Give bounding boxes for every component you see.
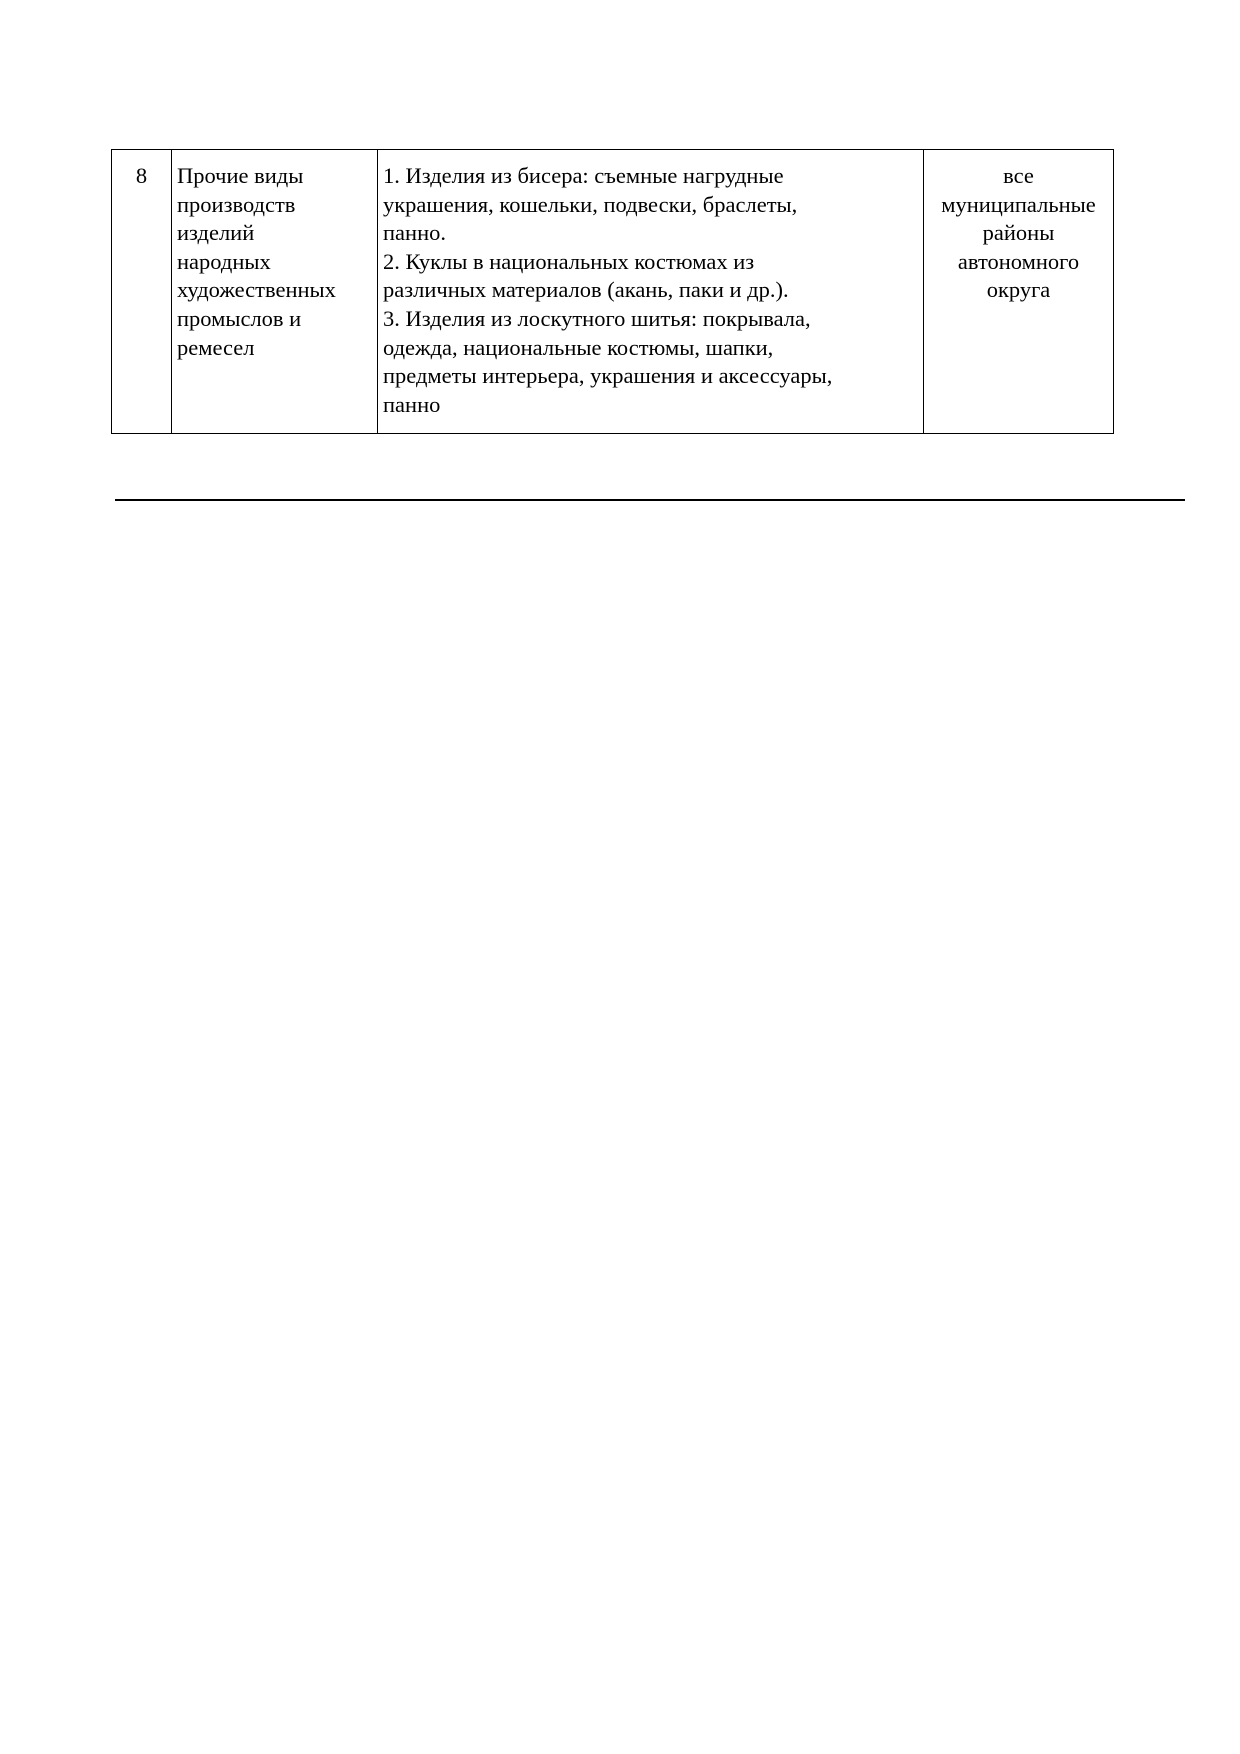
craft-name-line: ремесел <box>177 334 255 360</box>
crafts-table <box>111 149 1114 434</box>
row-number-cell <box>112 150 172 434</box>
products-line: 2. Куклы в национальных костюмах из <box>383 248 755 274</box>
area-cell <box>924 150 1114 434</box>
products-cell <box>378 150 924 434</box>
craft-name-line: народных <box>177 248 271 274</box>
products-line: панно. <box>383 220 446 246</box>
craft-name-cell <box>172 150 378 434</box>
craft-name-line: художественных <box>177 277 336 303</box>
craft-name-line: производств <box>177 191 296 217</box>
products-line: различных материалов (акань, паки и др.). <box>383 277 789 303</box>
area-line: все <box>1003 163 1034 188</box>
products-line: украшения, кошельки, подвески, браслеты, <box>383 191 798 217</box>
products-line: 3. Изделия из лоскутного шитья: покрывала, <box>383 305 811 331</box>
craft-name-line: промыслов и <box>177 305 302 331</box>
craft-name-line: изделий <box>177 220 255 246</box>
area-line: муниципальные <box>941 191 1096 217</box>
products-line: одежда, национальные костюмы, шапки, <box>383 334 774 360</box>
row-number: 8 <box>135 163 148 188</box>
footnote-separator-line <box>115 499 1185 501</box>
products-line: панно <box>383 391 441 417</box>
craft-name-line: Прочие виды <box>177 163 304 188</box>
products-line: предметы интерьера, украшения и аксессуары, <box>383 363 833 389</box>
area-line: автономного <box>957 248 1080 274</box>
area-line: округа <box>986 277 1051 303</box>
area-line: районы <box>982 220 1055 246</box>
table-row <box>112 150 1114 434</box>
products-line: 1. Изделия из бисера: съемные нагрудные <box>383 163 784 188</box>
